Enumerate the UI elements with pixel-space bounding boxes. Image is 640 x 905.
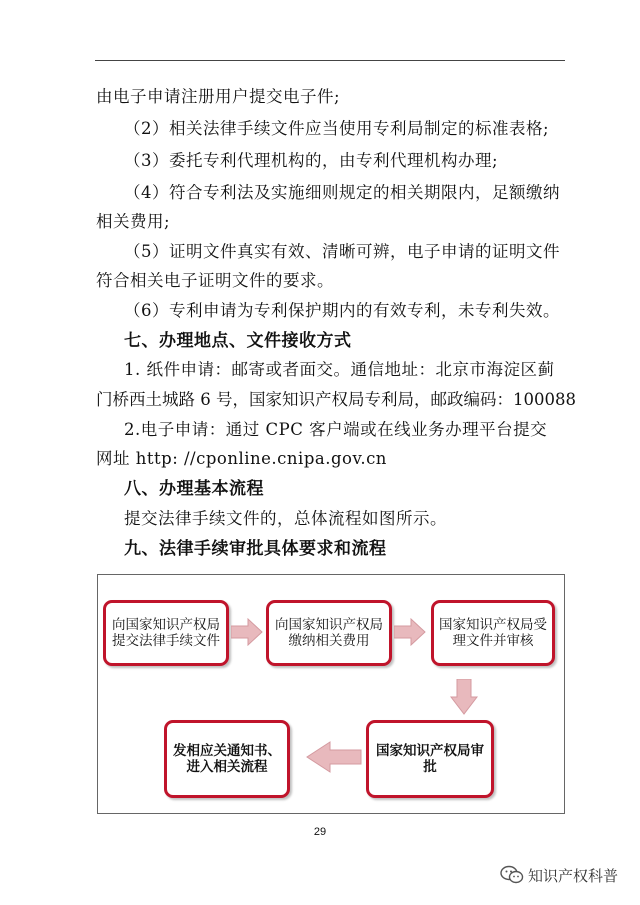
watermark-text: 知识产权科普 <box>527 866 618 885</box>
requirement-6: （6）专利申请为专利保护期内的有效专利，未专利失效。 <box>124 301 560 320</box>
flow-box-pay-fees: 向国家知识产权局缴纳相关费用 <box>266 600 392 666</box>
paper-application: 1. 纸件申请：邮寄或者面交。通信地址：北京市海淀区蓟 <box>124 360 555 379</box>
flow-box-approval: 国家知识产权局审批 <box>366 720 494 798</box>
watermark <box>500 864 618 886</box>
wechat-icon <box>500 864 524 886</box>
arrow-right-icon <box>394 618 426 646</box>
flow-box-accept-review: 国家知识产权局受理文件并审核 <box>431 600 555 666</box>
page-number: 29 <box>313 826 327 838</box>
body-line-1: 由电子申请注册用户提交电子件; <box>96 87 341 106</box>
requirement-2: （2）相关法律手续文件应当使用专利局制定的标准表格; <box>124 119 550 138</box>
address-line: 门桥西土城路 6 号，国家知识产权局专利局，邮政编码：100088 <box>96 390 576 409</box>
process-intro: 提交法律手续文件的，总体流程如图所示。 <box>124 509 447 528</box>
requirement-3: （3）委托专利代理机构的，由专利代理机构办理; <box>124 151 499 170</box>
requirement-4: （4）符合专利法及实施细则规定的相关期限内，足额缴纳 <box>124 183 560 202</box>
electronic-application: 2.电子申请：通过 CPC 客户端或在线业务办理平台提交 <box>124 420 548 439</box>
section-9-heading: 九、法律手续审批具体要求和流程 <box>124 539 387 559</box>
flow-box-submit-documents: 向国家知识产权局提交法律手续文件 <box>103 600 229 666</box>
section-8-heading: 八、办理基本流程 <box>124 479 264 499</box>
header-rule <box>95 60 565 61</box>
flow-box-notification: 发相应关通知书、进入相关流程 <box>164 720 290 798</box>
arrow-right-icon <box>231 618 263 646</box>
requirement-5: （5）证明文件真实有效、清晰可辨，电子申请的证明文件 <box>124 242 560 261</box>
arrow-down-icon <box>450 679 478 715</box>
requirement-4-cont: 相关费用; <box>96 212 171 231</box>
arrow-left-icon <box>306 740 362 774</box>
website-line: 网址 http: //cponline.cnipa.gov.cn <box>96 449 387 468</box>
section-7-heading: 七、办理地点、文件接收方式 <box>124 331 352 351</box>
flowchart <box>97 574 565 814</box>
requirement-5-cont: 符合相关电子证明文件的要求。 <box>96 271 334 290</box>
